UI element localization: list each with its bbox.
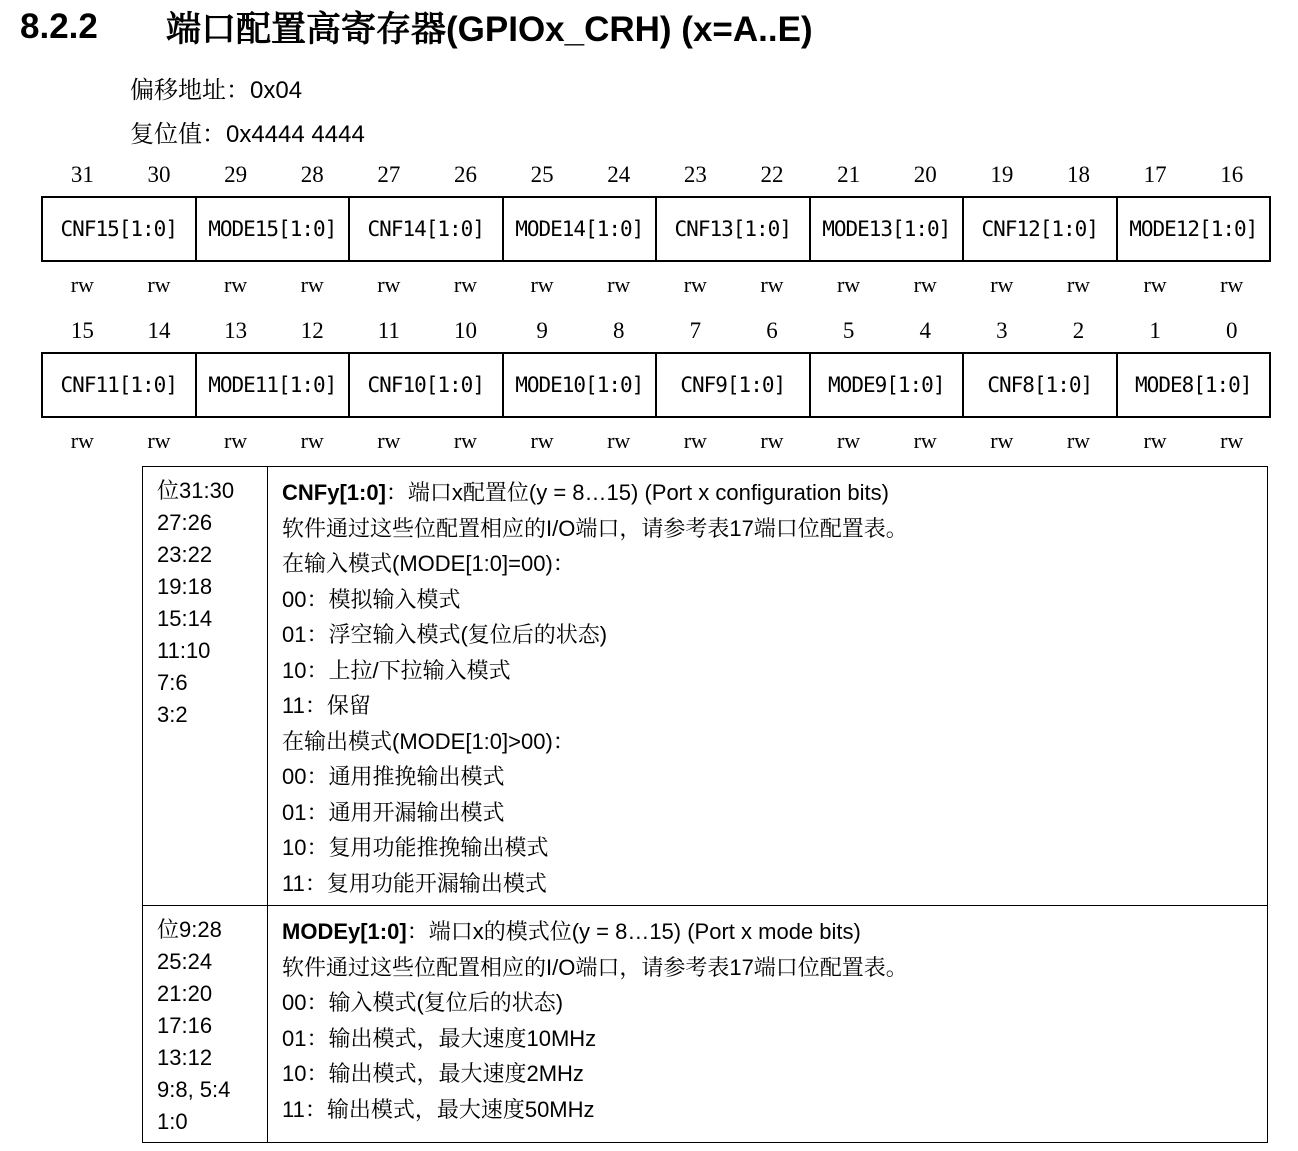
bit-number: 13 bbox=[224, 318, 248, 343]
access-type: rw bbox=[1143, 272, 1167, 297]
access-type: rw bbox=[607, 272, 631, 297]
cnf-bit-positions bbox=[143, 467, 268, 906]
bit-range: 位31:30 bbox=[157, 478, 235, 503]
description-line: 10：复用功能推挽输出模式 bbox=[282, 835, 549, 860]
description-line: 软件通过这些位配置相应的I/O端口，请参考表17端口位配置表。 bbox=[282, 954, 908, 980]
access-type: rw bbox=[683, 428, 707, 453]
description-line: 00：模拟输入模式 bbox=[282, 586, 461, 612]
lower-access-row bbox=[44, 428, 1270, 454]
bit-range: 17:16 bbox=[157, 1013, 213, 1038]
field-heading bbox=[282, 914, 1267, 950]
bit-number: 10 bbox=[453, 318, 477, 343]
access-type: rw bbox=[70, 428, 94, 453]
bit-number: 1 bbox=[1149, 318, 1161, 343]
upper-access-row bbox=[44, 272, 1270, 298]
field-name: CNFy[1:0] bbox=[282, 480, 386, 505]
upper-bit-numbers bbox=[44, 162, 1270, 188]
description-line: 01：输出模式，最大速度10MHz bbox=[282, 1025, 597, 1051]
access-type: rw bbox=[683, 272, 707, 297]
access-type: rw bbox=[1143, 428, 1167, 453]
register-field: CNF12[1:0] bbox=[964, 198, 1118, 260]
bit-number: 15 bbox=[70, 318, 94, 343]
access-type: rw bbox=[1220, 272, 1244, 297]
offset-address: 偏移地址：0x04 bbox=[130, 77, 303, 104]
description-line: 软件通过这些位配置相应的I/O端口，请参考表17端口位配置表。 bbox=[282, 515, 908, 541]
access-type: rw bbox=[453, 428, 478, 453]
bit-number: 27 bbox=[377, 162, 401, 187]
bit-range: 位9:28 bbox=[157, 917, 222, 942]
bit-number: 8 bbox=[612, 318, 625, 343]
bit-number: 11 bbox=[377, 318, 400, 343]
description-line: 00：输入模式(复位后的状态) bbox=[282, 990, 564, 1015]
bit-number: 19 bbox=[990, 162, 1014, 187]
bit-number: 4 bbox=[919, 318, 931, 343]
field-name: MODEy[1:0] bbox=[282, 919, 407, 944]
access-type: rw bbox=[530, 272, 554, 297]
bit-number: 16 bbox=[1220, 162, 1244, 187]
register-field: CNF11[1:0] bbox=[43, 354, 197, 416]
access-type: rw bbox=[147, 272, 171, 297]
access-type: rw bbox=[607, 428, 631, 453]
access-type: rw bbox=[70, 272, 94, 297]
bit-range: 9:8, 5:4 bbox=[157, 1077, 231, 1102]
access-type: rw bbox=[990, 272, 1014, 297]
mode-description-row bbox=[143, 906, 1268, 1143]
description-line: 11：输出模式，最大速度50MHz bbox=[282, 1096, 595, 1122]
bit-number: 2 bbox=[1072, 318, 1085, 343]
bit-number: 0 bbox=[1225, 318, 1238, 343]
description-line: 01：通用开漏输出模式 bbox=[282, 799, 505, 825]
bit-range: 21:20 bbox=[157, 981, 213, 1006]
upper-register-fields bbox=[41, 196, 1271, 262]
register-field: MODE9[1:0] bbox=[811, 354, 965, 416]
bit-range: 3:2 bbox=[157, 702, 188, 727]
access-type: rw bbox=[1066, 428, 1091, 453]
bit-number: 9 bbox=[536, 318, 548, 343]
register-field: MODE15[1:0] bbox=[197, 198, 351, 260]
access-type: rw bbox=[990, 428, 1014, 453]
access-type: rw bbox=[453, 272, 478, 297]
lower-bit-numbers bbox=[44, 318, 1270, 344]
bit-number: 20 bbox=[913, 162, 937, 187]
register-field: CNF9[1:0] bbox=[657, 354, 811, 416]
access-type: rw bbox=[530, 428, 554, 453]
reset-value: 复位值：0x4444 4444 bbox=[130, 121, 365, 148]
description-line: 在输入模式(MODE[1:0]=00)： bbox=[282, 551, 575, 576]
description-line: 01：浮空输入模式(复位后的状态) bbox=[282, 622, 608, 647]
bit-number: 23 bbox=[683, 162, 707, 187]
access-type: rw bbox=[1220, 428, 1244, 453]
description-line: 00：通用推挽输出模式 bbox=[282, 764, 505, 789]
description-line: 10：上拉/下拉输入模式 bbox=[282, 657, 511, 683]
register-field: CNF15[1:0] bbox=[43, 198, 197, 260]
bit-number: 7 bbox=[689, 318, 702, 343]
bit-range: 15:14 bbox=[157, 606, 213, 631]
bit-number: 31 bbox=[70, 162, 94, 187]
register-field: CNF13[1:0] bbox=[657, 198, 811, 260]
cnf-description-row bbox=[143, 467, 1268, 906]
access-type: rw bbox=[223, 428, 248, 453]
bit-range: 7:6 bbox=[157, 670, 188, 695]
register-field: CNF10[1:0] bbox=[350, 354, 504, 416]
bit-description-table bbox=[142, 466, 1268, 1143]
bit-range: 1:0 bbox=[157, 1109, 188, 1134]
field-heading-text: ：端口x配置位(y = 8…15) (Port x configuration bits) bbox=[385, 480, 889, 505]
bit-number: 24 bbox=[607, 162, 631, 187]
access-type: rw bbox=[377, 272, 401, 297]
access-type: rw bbox=[760, 272, 784, 297]
register-field: MODE8[1:0] bbox=[1135, 373, 1252, 397]
register-field: MODE10[1:0] bbox=[504, 354, 658, 416]
section-title: 端口配置高寄存器(GPIOx_CRH) (x=A..E) bbox=[166, 10, 813, 49]
bit-number: 26 bbox=[453, 162, 477, 187]
access-type: rw bbox=[223, 272, 248, 297]
register-field: MODE12[1:0] bbox=[1129, 217, 1258, 241]
access-type: rw bbox=[147, 428, 171, 453]
bit-number: 22 bbox=[760, 162, 784, 187]
access-type: rw bbox=[377, 428, 401, 453]
bit-number: 30 bbox=[147, 162, 171, 187]
register-field: MODE14[1:0] bbox=[504, 198, 658, 260]
bit-number: 17 bbox=[1143, 162, 1167, 187]
description-line: 11：保留 bbox=[282, 693, 371, 718]
bit-range: 25:24 bbox=[157, 949, 213, 974]
field-heading-text: ：端口x的模式位(y = 8…15) (Port x mode bits) bbox=[406, 919, 861, 944]
mode-bit-positions bbox=[143, 906, 268, 1143]
bit-number: 21 bbox=[837, 162, 861, 187]
bit-number: 3 bbox=[996, 318, 1008, 343]
access-type: rw bbox=[300, 428, 324, 453]
access-type: rw bbox=[300, 272, 324, 297]
bit-number: 25 bbox=[530, 162, 554, 187]
register-field: CNF14[1:0] bbox=[350, 198, 504, 260]
cnf-description bbox=[268, 467, 1268, 906]
access-type: rw bbox=[760, 428, 784, 453]
bit-number: 29 bbox=[224, 162, 248, 187]
section-heading bbox=[20, 4, 813, 50]
access-type: rw bbox=[836, 272, 861, 297]
description-line: 10：输出模式，最大速度2MHz bbox=[282, 1061, 584, 1086]
access-type: rw bbox=[836, 428, 861, 453]
bit-range: 11:10 bbox=[157, 638, 211, 663]
bit-number: 28 bbox=[300, 162, 324, 187]
description-line: 在输出模式(MODE[1:0]>00)： bbox=[282, 728, 575, 754]
description-line: 11：复用功能开漏输出模式 bbox=[282, 870, 547, 896]
bit-number: 12 bbox=[300, 318, 324, 343]
bit-number: 18 bbox=[1066, 162, 1090, 187]
bit-number: 14 bbox=[147, 318, 171, 343]
mode-description bbox=[268, 906, 1268, 1143]
bit-range: 13:12 bbox=[157, 1045, 213, 1070]
register-field: MODE13[1:0] bbox=[811, 198, 965, 260]
bit-range: 27:26 bbox=[157, 510, 213, 535]
access-type: rw bbox=[913, 272, 937, 297]
bit-range: 23:22 bbox=[157, 542, 213, 567]
register-field: MODE11[1:0] bbox=[197, 354, 351, 416]
lower-register-fields bbox=[41, 352, 1271, 418]
access-type: rw bbox=[913, 428, 937, 453]
field-heading bbox=[282, 475, 1267, 511]
bit-number: 6 bbox=[766, 318, 778, 343]
section-number: 8.2.2 bbox=[20, 7, 98, 46]
access-type: rw bbox=[1066, 272, 1091, 297]
bit-number: 5 bbox=[842, 318, 855, 343]
bit-range: 19:18 bbox=[157, 574, 213, 599]
register-field: CNF8[1:0] bbox=[964, 354, 1118, 416]
